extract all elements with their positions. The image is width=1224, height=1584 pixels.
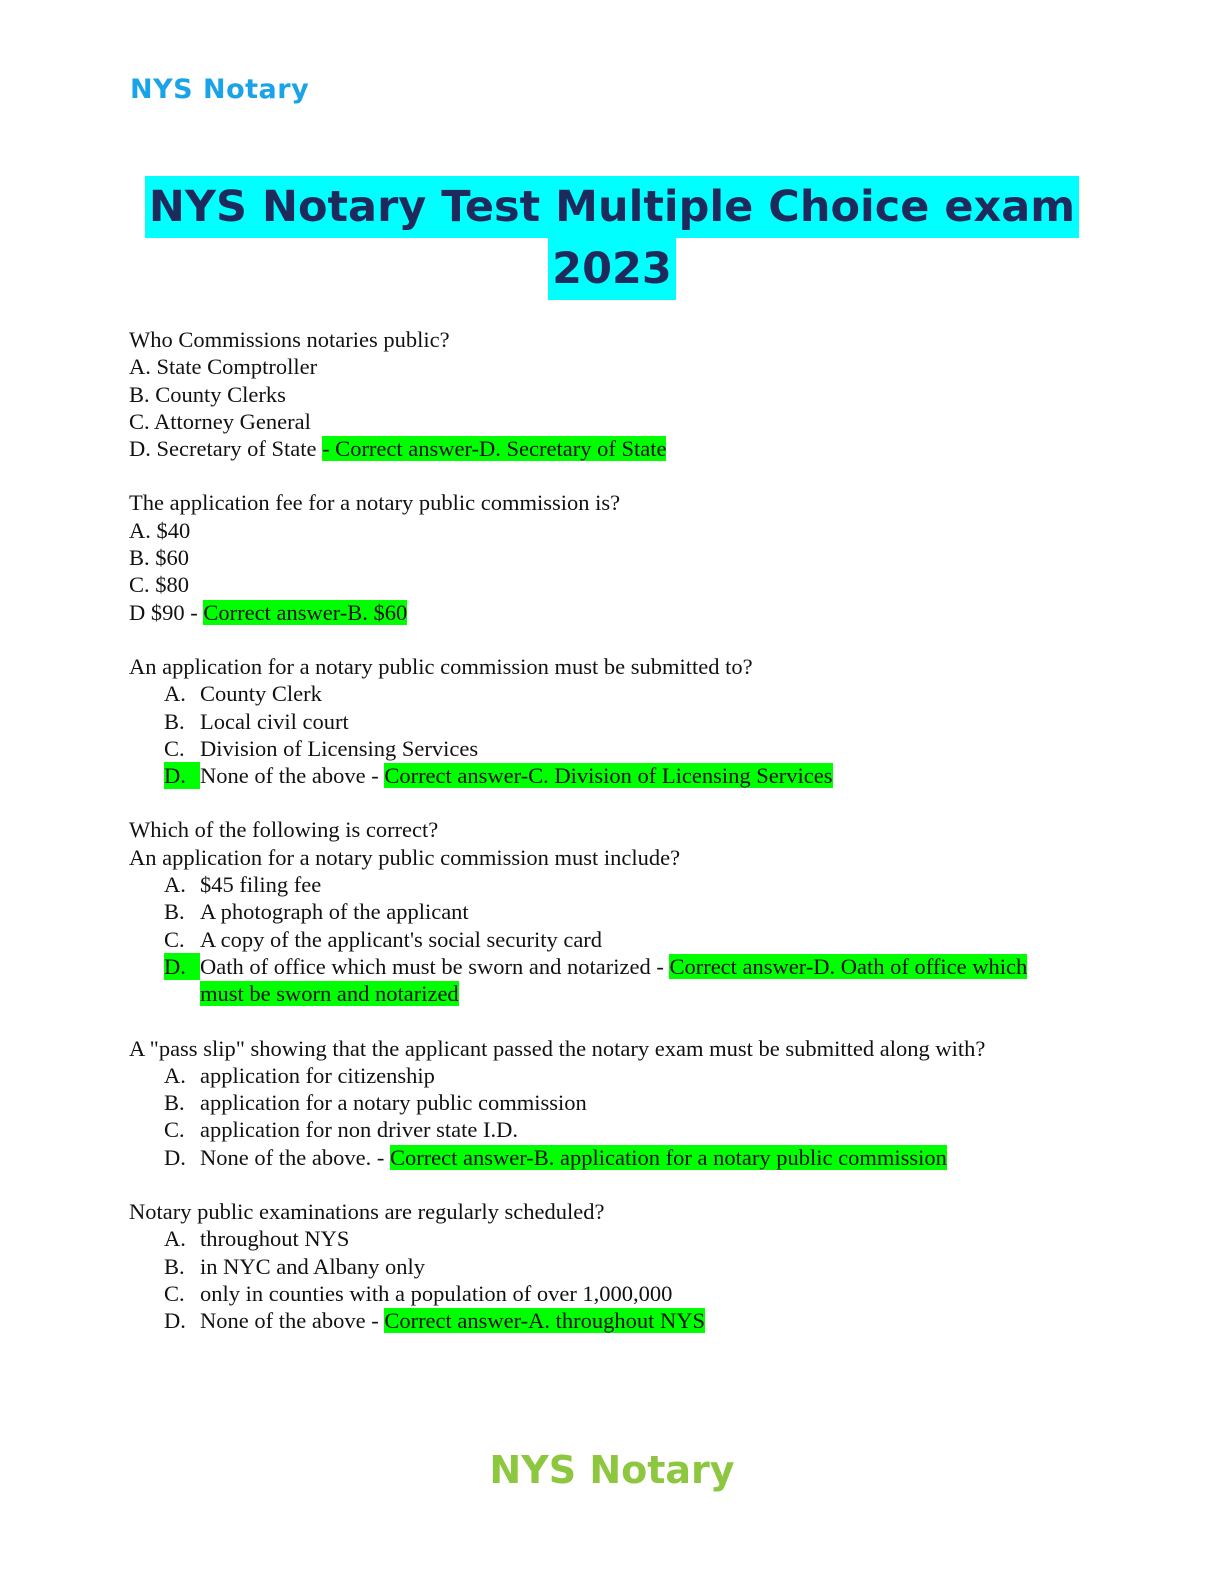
- question-text: Who Commissions notaries public?: [129, 327, 450, 352]
- option-a: A. $40: [129, 517, 191, 543]
- option-letter: D.: [164, 1308, 186, 1334]
- question-text: An application for a notary public commission must include?: [129, 844, 681, 870]
- option-c: [129, 1116, 1089, 1143]
- option-c: [129, 926, 1089, 953]
- title-line-1: NYS Notary Test Multiple Choice exam: [145, 176, 1079, 238]
- option-letter: A.: [164, 872, 186, 898]
- correct-answer: - Correct answer-D. Secretary of State: [322, 436, 667, 462]
- option-letter: D.: [164, 762, 200, 789]
- option-letter: C.: [164, 735, 185, 761]
- option-b: [129, 708, 1089, 735]
- option-letter: B.: [164, 899, 185, 925]
- option-letter: A.: [164, 1062, 186, 1088]
- option-b: [129, 1089, 1089, 1116]
- option-text: only in counties with a population of over 1,000,000: [200, 1280, 673, 1306]
- option-text: None of the above. -: [200, 1144, 385, 1170]
- option-text: Division of Licensing Services: [200, 735, 479, 761]
- question-block: [129, 816, 1089, 1007]
- option-c: C. $80: [129, 572, 190, 598]
- option-text: throughout NYS: [200, 1226, 350, 1252]
- option-a: [129, 680, 1089, 707]
- option-a: [129, 871, 1089, 898]
- option-letter: B.: [164, 1253, 185, 1279]
- correct-answer: Correct answer-B. $60: [203, 599, 408, 625]
- correct-answer: Correct answer-B. application for a notary public commission: [389, 1144, 947, 1170]
- option-text: in NYC and Albany only: [200, 1253, 425, 1279]
- option-d: [129, 1307, 1089, 1334]
- option-d: [129, 762, 1089, 789]
- question-text: Notary public examinations are regularly scheduled?: [129, 1199, 605, 1225]
- option-text: A copy of the applicant's social security card: [200, 926, 603, 952]
- option-d: [129, 953, 1089, 980]
- option-letter: C.: [164, 1280, 185, 1306]
- option-c: C. Attorney General: [129, 408, 311, 434]
- option-a: [129, 1062, 1089, 1089]
- option-b: [129, 898, 1089, 925]
- option-text: Oath of office which must be sworn and notarized -: [200, 953, 664, 979]
- question-text: The application fee for a notary public commission is?: [129, 490, 621, 516]
- question-text: An application for a notary public commission must be submitted to?: [129, 653, 753, 679]
- option-a: [129, 1225, 1089, 1252]
- correct-answer: Correct answer-C. Division of Licensing Services: [384, 763, 833, 789]
- question-list: [129, 326, 1089, 1362]
- option-d: [129, 1144, 1089, 1171]
- option-letter: C.: [164, 926, 185, 952]
- option-d-row: [129, 599, 1089, 626]
- option-a: A. State Comptroller: [129, 354, 318, 380]
- option-b: B. County Clerks: [129, 381, 286, 407]
- page-footer-brand: NYS Notary: [489, 1448, 735, 1492]
- option-text: $45 filing fee: [200, 872, 322, 898]
- option-letter: D.: [164, 953, 200, 980]
- question-block: [129, 326, 1089, 462]
- option-b: [129, 1253, 1089, 1280]
- option-text: application for non driver state I.D.: [200, 1117, 519, 1143]
- option-letter: D.: [164, 1144, 186, 1170]
- option-text: None of the above -: [200, 763, 379, 789]
- option-d: D. Secretary of State: [129, 436, 317, 462]
- option-letter: B.: [164, 1090, 185, 1116]
- correct-answer-continued: must be sworn and notarized: [200, 981, 459, 1007]
- page-header-brand: NYS Notary: [130, 74, 310, 105]
- option-letter: A.: [164, 1226, 186, 1252]
- correct-answer: Correct answer-A. throughout NYS: [384, 1308, 706, 1334]
- question-text: Which of the following is correct?: [129, 817, 439, 843]
- option-text: None of the above -: [200, 1308, 379, 1334]
- option-text: County Clerk: [200, 681, 322, 707]
- option-text: application for citizenship: [200, 1062, 435, 1088]
- option-d: D $90 -: [129, 599, 198, 625]
- question-block: [129, 1198, 1089, 1334]
- correct-answer: Correct answer-D. Oath of office which: [669, 953, 1028, 979]
- option-letter: B.: [164, 708, 185, 734]
- option-b: B. $60: [129, 545, 190, 571]
- document-title: [0, 176, 1224, 300]
- question-block: [129, 489, 1089, 625]
- option-c: [129, 735, 1089, 762]
- option-c: [129, 1280, 1089, 1307]
- option-text: Local civil court: [200, 708, 349, 734]
- option-d-row: [129, 435, 1089, 462]
- option-letter: C.: [164, 1117, 185, 1143]
- option-d-continued: [129, 980, 1089, 1007]
- question-block: [129, 653, 1089, 789]
- question-text: A "pass slip" showing that the applicant passed the notary exam must be submitted along with?: [129, 1035, 986, 1061]
- title-line-2: 2023: [548, 238, 676, 300]
- option-letter: A.: [164, 681, 186, 707]
- option-text: application for a notary public commission: [200, 1090, 587, 1116]
- question-block: [129, 1035, 1089, 1171]
- option-text: A photograph of the applicant: [200, 899, 469, 925]
